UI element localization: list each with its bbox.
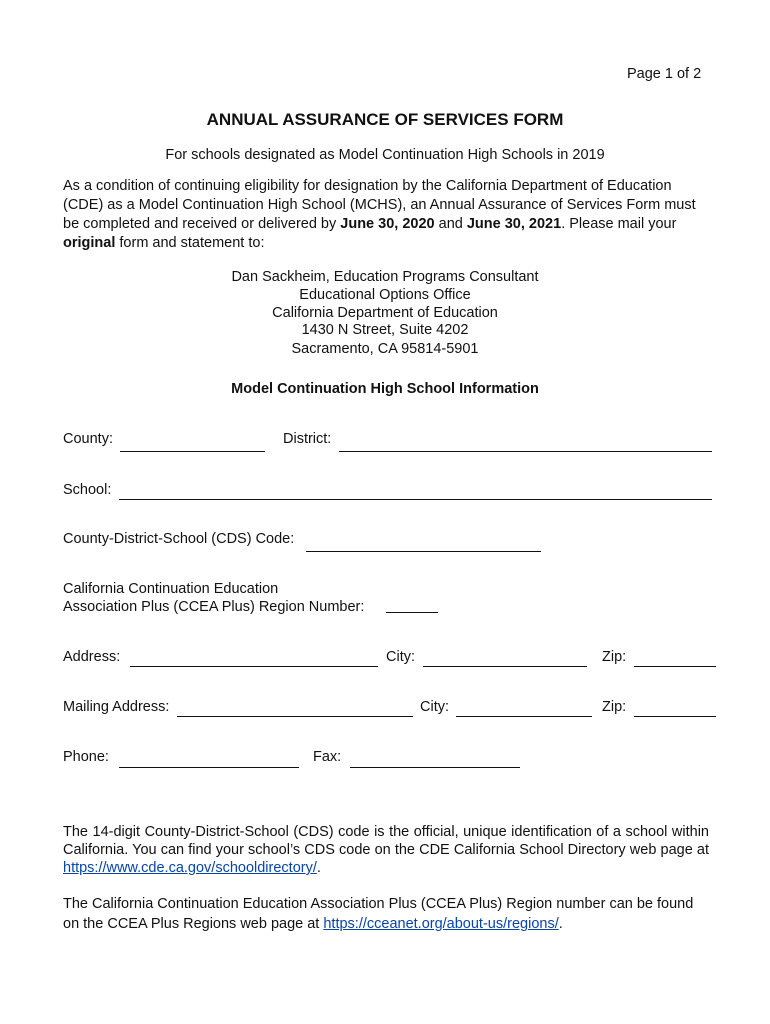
cds-directory-link[interactable]: https://www.cde.ca.gov/schooldirectory/ [63, 860, 317, 876]
mailing-address-label: Mailing Address: [63, 699, 170, 715]
mailing-zip-field[interactable] [634, 716, 716, 717]
intro-text-and: and [434, 216, 467, 232]
deadline-date-2: June 30, 2021 [466, 216, 562, 232]
ccea-region-field[interactable] [386, 612, 438, 613]
form-title: ANNUAL ASSURANCE OF SERVICES FORM [206, 110, 564, 129]
address-line-4: 1430 N Street, Suite 4202 [301, 322, 469, 338]
mailing-zip-label: Zip: [602, 699, 627, 715]
zip-field[interactable] [634, 666, 716, 667]
address-line-2: Educational Options Office [299, 287, 471, 303]
address-label: Address: [63, 649, 121, 665]
form-subtitle: For schools designated as Model Continuation High Schools in 2019 [165, 147, 605, 163]
ccea-regions-link[interactable]: https://cceanet.org/about-us/regions/ [323, 916, 559, 932]
section-heading: Model Continuation High School Information [231, 381, 539, 397]
intro-paragraph [63, 177, 709, 253]
intro-text-3: form and statement to: [115, 235, 265, 251]
mailing-city-field[interactable] [456, 716, 592, 717]
ccea-note-text: The California Continuation Education Association Plus (CCEA Plus) Region number can be found on the CCEA Plus Regions web page at [63, 896, 694, 932]
page-number: Page 1 of 2 [627, 66, 702, 82]
ccea-label-line-1: California Continuation Education [63, 581, 279, 597]
school-field[interactable] [119, 499, 712, 500]
address-line-5: Sacramento, CA 95814-5901 [291, 341, 479, 357]
address-line-3: California Department of Education [272, 305, 498, 321]
intro-text-1: As a condition of continuing eligibility for designation by the California Department of Education (CDE) as a Model Continuation High School (MCHS), an Annual Assurance of Services Form must be completed and received or delivered by [63, 178, 696, 232]
fax-field[interactable] [350, 767, 520, 768]
zip-label: Zip: [602, 649, 627, 665]
address-line-1: Dan Sackheim, Education Programs Consultant [231, 269, 539, 285]
original-emphasis: original [63, 235, 116, 251]
deadline-date-1: June 30, 2020 [340, 216, 435, 232]
ccea-label-line-2: Association Plus (CCEA Plus) Region Number: [63, 599, 365, 615]
fax-label: Fax: [313, 749, 342, 765]
ccea-note-end: . [558, 916, 563, 932]
cds-note-text: The 14-digit County-District-School (CDS) code is the official, unique identification of a school within California. You can find your school’s CDS code on the CDE California School Directory web page at [63, 824, 709, 858]
address-field[interactable] [130, 666, 378, 667]
district-field[interactable] [339, 451, 712, 452]
cds-label: County-District-School (CDS) Code: [63, 531, 295, 547]
city-field[interactable] [423, 666, 587, 667]
cds-note [63, 823, 709, 877]
school-label: School: [63, 482, 112, 498]
intro-text-2: . Please mail your [561, 216, 677, 232]
county-label: County: [63, 431, 113, 447]
phone-field[interactable] [119, 767, 299, 768]
county-field[interactable] [120, 451, 265, 452]
cds-note-end: . [316, 860, 321, 876]
mailing-city-label: City: [420, 699, 449, 715]
mailing-address-field[interactable] [177, 716, 413, 717]
ccea-note [63, 894, 709, 934]
city-label: City: [386, 649, 415, 665]
cds-field[interactable] [306, 551, 541, 552]
district-label: District: [283, 431, 332, 447]
phone-label: Phone: [63, 749, 109, 765]
